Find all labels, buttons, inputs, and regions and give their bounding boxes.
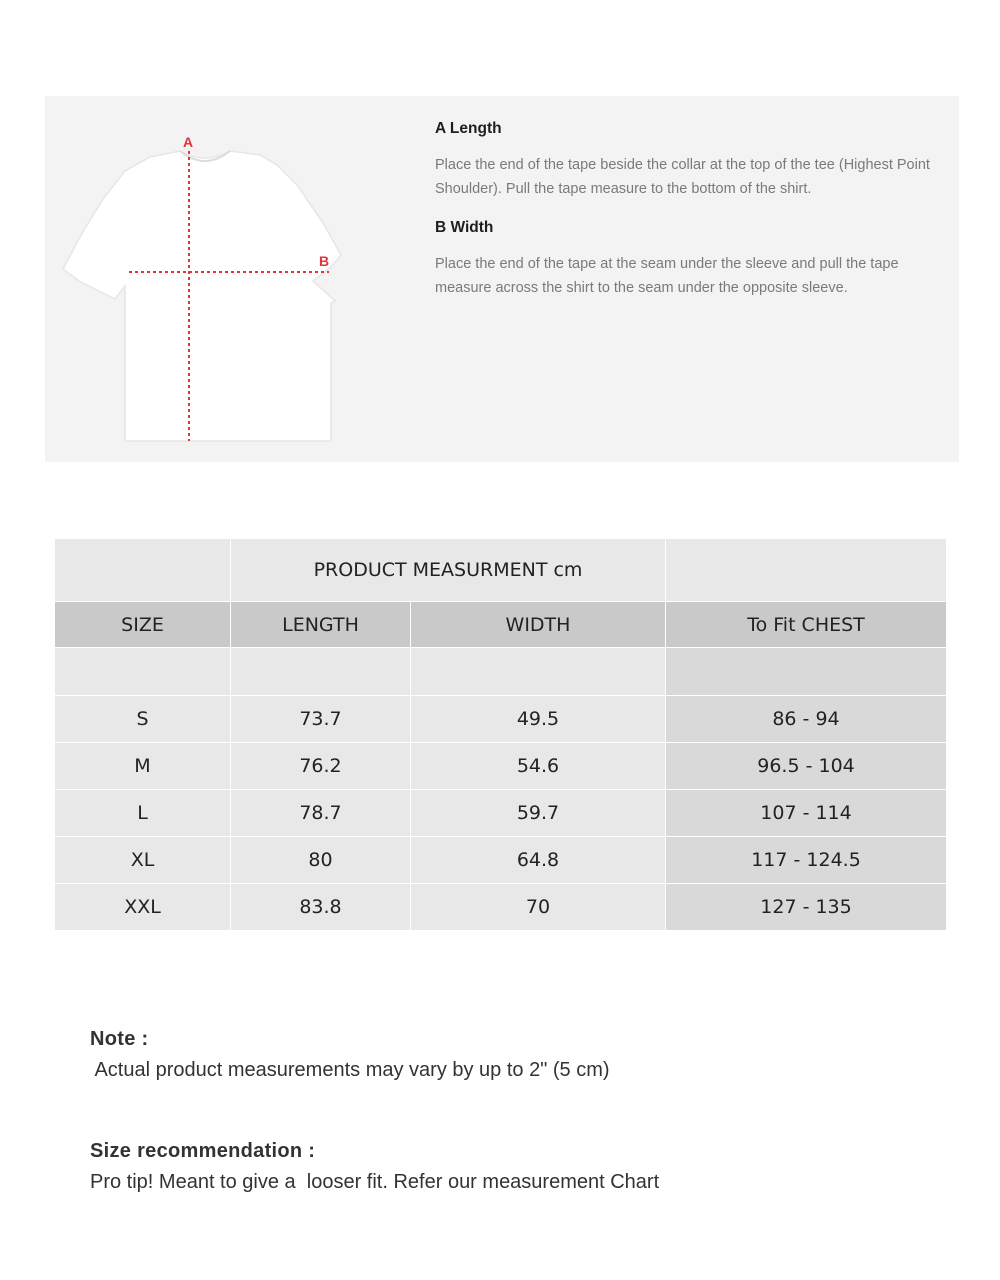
- note-title: Note :: [90, 1028, 149, 1050]
- measurement-guide-panel: [45, 96, 959, 462]
- header-chest: To Fit CHEST: [666, 602, 947, 648]
- cell-width: 54.6: [411, 743, 666, 790]
- cell-length: 80: [231, 837, 411, 884]
- table-title: PRODUCT MEASURMENT cm: [231, 539, 666, 602]
- table-row: [55, 790, 947, 837]
- tshirt-diagram: [55, 131, 405, 451]
- table-row: [55, 696, 947, 743]
- table-title-row: [55, 539, 947, 602]
- cell-length: 78.7: [231, 790, 411, 837]
- cell-width: 64.8: [411, 837, 666, 884]
- size-chart-table: [54, 538, 947, 931]
- recommendation-section: [90, 1140, 659, 1194]
- cell-chest: 117 - 124.5: [666, 837, 947, 884]
- cell-chest: 86 - 94: [666, 696, 947, 743]
- cell-chest: 127 - 135: [666, 884, 947, 931]
- width-heading: B Width: [435, 219, 494, 236]
- cell-size: XL: [55, 837, 231, 884]
- cell-size: L: [55, 790, 231, 837]
- table-spacer-row: [55, 648, 947, 696]
- length-heading: A Length: [435, 120, 502, 137]
- label-a: A: [183, 134, 194, 150]
- recommendation-text: Pro tip! Meant to give a looser fit. Refer our measurement Chart: [90, 1171, 660, 1193]
- label-b: B: [319, 253, 330, 269]
- header-length: LENGTH: [231, 602, 411, 648]
- cell-width: 59.7: [411, 790, 666, 837]
- cell-size: M: [55, 743, 231, 790]
- tshirt-shape: [63, 151, 341, 441]
- cell-length: 83.8: [231, 884, 411, 931]
- cell-width: 49.5: [411, 696, 666, 743]
- cell-width: 70: [411, 884, 666, 931]
- note-section: [90, 1028, 610, 1082]
- guide-instructions: [435, 120, 950, 318]
- table-header-row: [55, 602, 947, 648]
- width-instructions: Place the end of the tape at the seam under the sleeve and pull the tape measure across the shirt to the seam under the opposite sleeve.: [435, 256, 899, 296]
- cell-size: S: [55, 696, 231, 743]
- table-row: [55, 884, 947, 931]
- tshirt-illustration: [55, 131, 405, 451]
- cell-length: 73.7: [231, 696, 411, 743]
- cell-length: 76.2: [231, 743, 411, 790]
- length-instructions: Place the end of the tape beside the collar at the top of the tee (Highest Point Shoulder). Pull the tape measure to the bottom of the shirt.: [435, 157, 930, 197]
- header-width: WIDTH: [411, 602, 666, 648]
- cell-chest: 96.5 - 104: [666, 743, 947, 790]
- cell-size: XXL: [55, 884, 231, 931]
- cell-chest: 107 - 114: [666, 790, 947, 837]
- table-row: [55, 837, 947, 884]
- note-text: Actual product measurements may vary by up to 2" (5 cm): [90, 1059, 610, 1081]
- table-row: [55, 743, 947, 790]
- header-size: SIZE: [55, 602, 231, 648]
- recommendation-title: Size recommendation :: [90, 1140, 316, 1162]
